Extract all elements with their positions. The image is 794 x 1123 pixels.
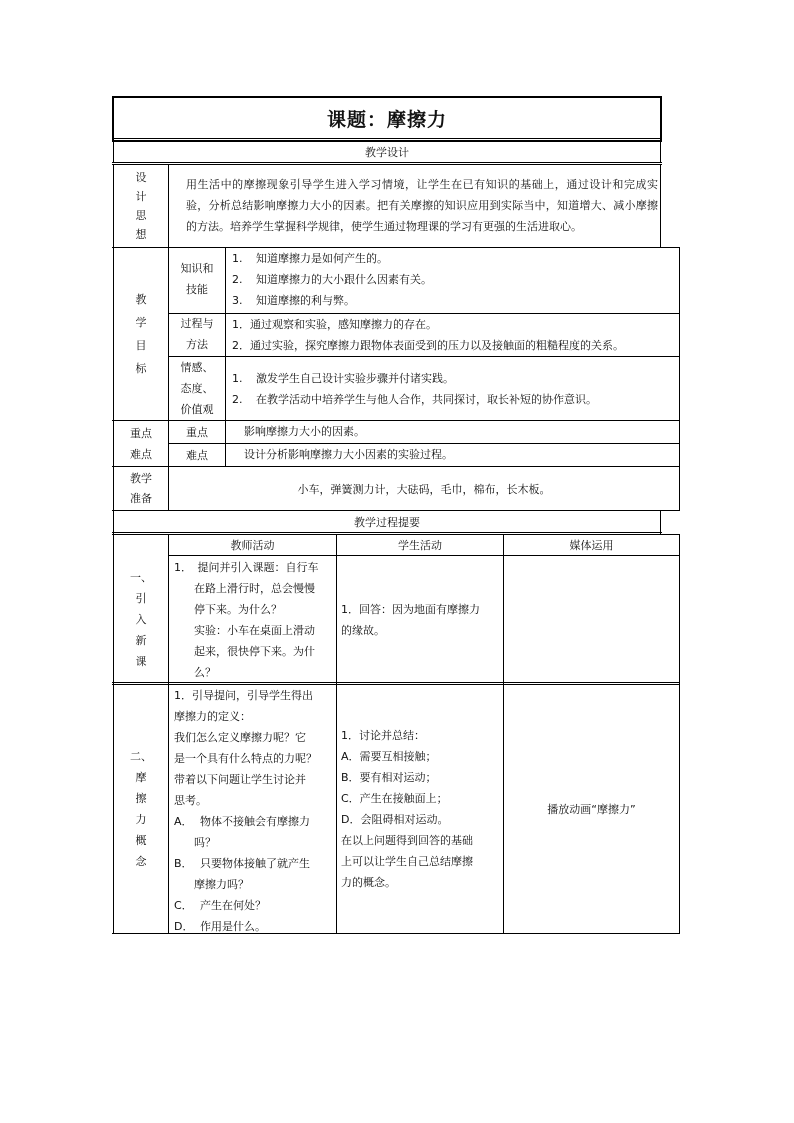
list-item: 2. 知道摩擦力的大小跟什么因素有关。 bbox=[232, 273, 432, 286]
list-item: 1. 激发学生自己设计实验步骤并付诸实践。 bbox=[232, 372, 454, 385]
knowledge-list bbox=[232, 248, 672, 311]
prep-text: 小车，弹簧测力计，大砝码，毛巾，棉布，长木板。 bbox=[297, 482, 551, 496]
list-item: 2．通过实验，探究摩擦力跟物体表面受到的压力以及接触面的粗糙程度的关系。 bbox=[232, 339, 624, 352]
col-header-media: 媒体运用 bbox=[569, 539, 614, 552]
goals-label: 教 学 目 标 bbox=[135, 292, 147, 375]
col-header-student: 学生活动 bbox=[398, 539, 442, 552]
option-item: A． 物体不接触会有摩擦力 bbox=[174, 815, 310, 828]
page-title: 课题：摩擦力 bbox=[326, 108, 447, 131]
list-item: 1．通过观察和实验，感知摩擦力的存在。 bbox=[232, 318, 437, 331]
hard-label: 难点 bbox=[186, 449, 208, 462]
list-item: 3. 知道摩擦的利与弊。 bbox=[232, 294, 355, 307]
section-header-process: 教学过程提要 bbox=[354, 515, 420, 529]
hard-text: 设计分析影响摩擦力大小因素的实验过程。 bbox=[244, 448, 453, 461]
process-list bbox=[232, 314, 677, 356]
step-2-student: 1．讨论并总结： A．需要互相接触； B．要有相对运动； C．产生在接触面上； D．会阻碍相对运动。 在以上问题得到回答的基础 上可以让学生自己总结摩擦 力的概念。 bbox=[341, 729, 473, 889]
key-text: 影响摩擦力大小的因素。 bbox=[244, 425, 365, 438]
emotion-label: 情感、 态度、 价值观 bbox=[180, 361, 214, 416]
step-2-label: 二、 摩 擦 力 概 念 bbox=[130, 750, 152, 868]
step-2-media: 播放动画“摩擦力” bbox=[547, 803, 636, 816]
key-label: 重点 bbox=[186, 426, 208, 439]
design-idea-label: 设 计 思 想 bbox=[135, 170, 147, 241]
keypoints-label: 重点 难点 bbox=[130, 426, 152, 461]
step-1-student: 1．回答：因为地面有摩擦力 的缘故。 bbox=[341, 603, 480, 637]
step-1-label: 一、 引 入 新 课 bbox=[130, 570, 152, 668]
step-2-teacher: 1．引导提问，引导学生得出 摩擦力的定义： 我们怎么定义摩擦力呢？它 是一个具有什么特点的力呢？ 带着以下问题让学生讨论并 思考。 A． 物体不接触会有摩擦力 吗？ B． 只要物体接触了就产生 摩擦力吗？ C． 产生在何处？ D． 作用是什么。 bbox=[174, 685, 334, 937]
emotion-list bbox=[232, 368, 677, 410]
list-item: 2. 在教学活动中培养学生与他人合作，共同探讨，取长补短的协作意识。 bbox=[232, 393, 597, 406]
design-idea-text: 用生活中的摩擦现象引导学生进入学习情境，让学生在已有知识的基础上，通过设计和完成实验，分析总结影响摩擦力大小的因素。把有关摩擦的知识应用到实际当中，知道增大、减小摩擦的方法。培养学生掌握科学规律，使学生通过物理课的学习有更强的生活进取心。 bbox=[186, 178, 658, 233]
step-1-teacher: 1． 提问并引入课题：自行车 在路上滑行时，总会慢慢 停下来。为什么？ 实验：小车在桌面上滑动 起来，很快停下来。为什 么？ bbox=[174, 561, 319, 679]
prep-label: 教学 准备 bbox=[130, 471, 152, 505]
list-item: 1. 知道摩擦力是如何产生的。 bbox=[232, 252, 388, 265]
knowledge-label: 知识和 技能 bbox=[180, 262, 214, 296]
option-item: D． 作用是什么。 bbox=[174, 920, 266, 933]
section-header-design: 教学设计 bbox=[365, 146, 409, 159]
option-item: B． 只要物体接触了就产生 bbox=[174, 857, 310, 870]
process-label: 过程与 方法 bbox=[180, 317, 214, 351]
col-header-teacher: 教师活动 bbox=[230, 539, 275, 552]
option-item: C． 产生在何处？ bbox=[174, 899, 266, 912]
